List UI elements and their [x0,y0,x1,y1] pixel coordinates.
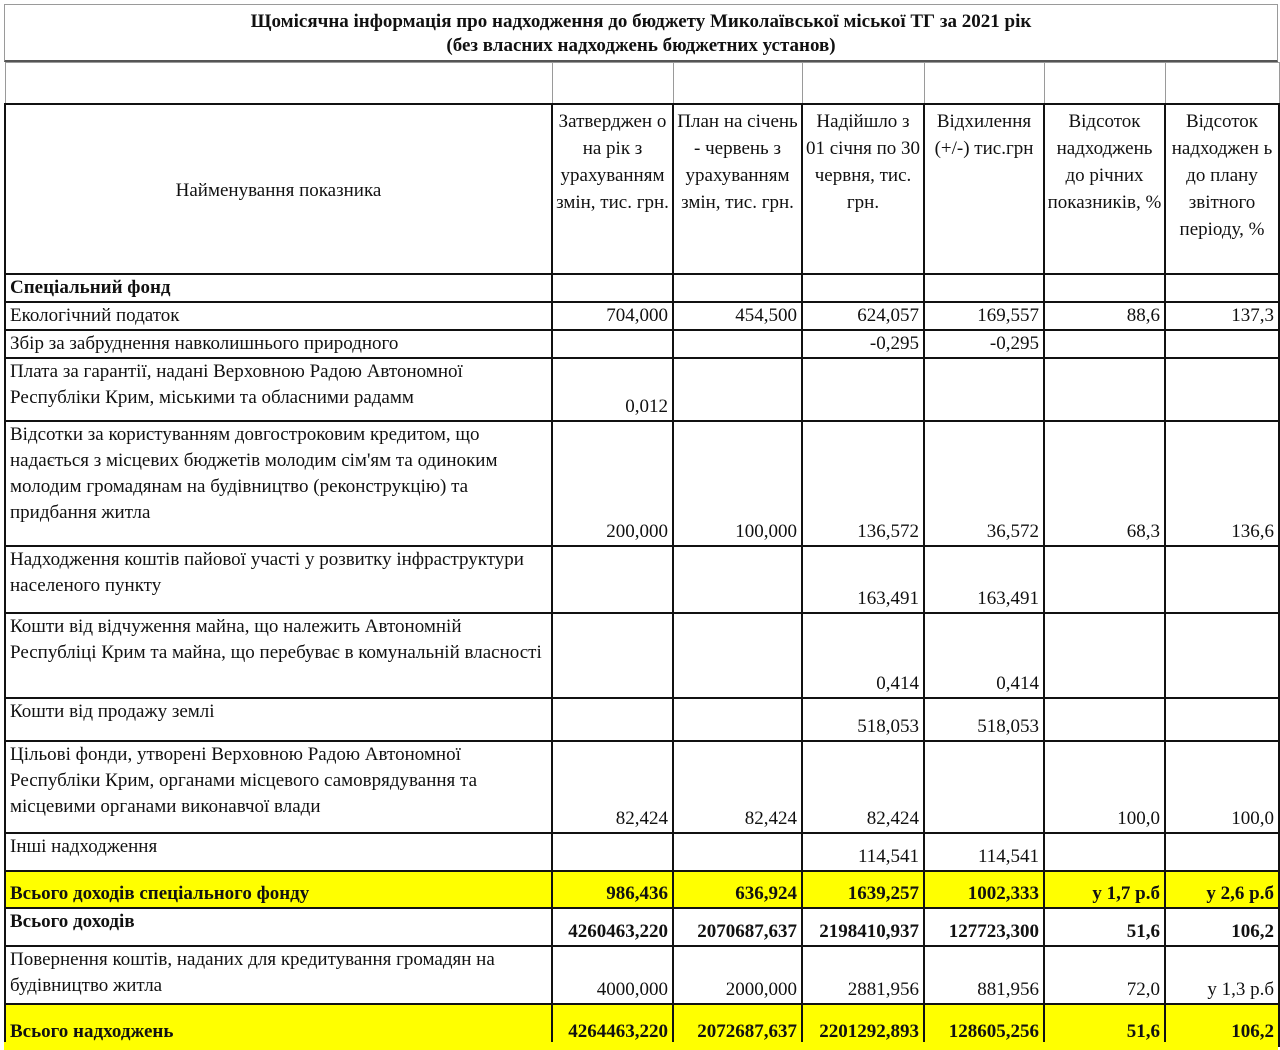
approved-value[interactable] [552,613,673,698]
blank-cell[interactable] [673,63,802,104]
approved-value[interactable] [552,833,673,871]
pct-annual-value[interactable]: 72,0 [1044,946,1165,1004]
pct-plan-value[interactable] [1165,546,1279,613]
approved-value[interactable]: 4000,000 [552,946,673,1004]
indicator-name[interactable]: Повернення коштів, наданих для кредитування громадян на будівництво житла [5,946,552,1004]
plan-value[interactable] [673,330,802,358]
received-value[interactable]: 0,414 [802,613,924,698]
pct-plan-value[interactable]: 136,6 [1165,421,1279,546]
pct-annual-value[interactable]: 51,6 [1044,908,1165,946]
blank-cell[interactable] [5,63,552,104]
plan-value[interactable]: 2000,000 [673,946,802,1004]
plan-value[interactable] [673,546,802,613]
pct-plan-value[interactable]: 100,0 [1165,741,1279,833]
approved-value[interactable] [552,698,673,741]
received-value[interactable]: 136,572 [802,421,924,546]
indicator-name[interactable]: Кошти від відчуження майна, що належить Автономній Республіці Крим та майна, що перебуває в комунальній власності [5,613,552,698]
pct-plan-value[interactable] [1165,613,1279,698]
plan-value[interactable] [673,833,802,871]
pct-plan-value[interactable] [1165,358,1279,421]
pct-plan-value[interactable]: 137,3 [1165,302,1279,330]
indicator-name[interactable]: Збір за забруднення навколишнього природного [5,330,552,358]
table-row [5,613,1279,698]
received-value[interactable] [802,358,924,421]
table-row [5,833,1279,871]
plan-value[interactable]: 82,424 [673,741,802,833]
pct-annual-value[interactable]: у 1,7 р.б [1044,871,1165,908]
indicator-name[interactable]: Відсотки за користуванням довгостроковим кредитом, що надається з місцевих бюджетів молодим сім'ям та одиноким молодим громадянам на будівництво (реконструкцію) та придбання житла [5,421,552,546]
plan-value[interactable] [673,613,802,698]
pct-annual-value[interactable] [1044,274,1165,302]
indicator-name[interactable]: Всього доходів спеціального фонду [5,871,552,908]
pct-plan-value[interactable] [1165,330,1279,358]
pct-annual-value[interactable] [1044,546,1165,613]
plan-value[interactable] [673,274,802,302]
pct-plan-value[interactable]: у 1,3 р.б [1165,946,1279,1004]
received-value[interactable]: 518,053 [802,698,924,741]
pct-plan-value[interactable]: у 2,6 р.б [1165,871,1279,908]
blank-cell[interactable] [1044,63,1165,104]
received-value[interactable] [802,274,924,302]
approved-value[interactable]: 0,012 [552,358,673,421]
header-pct-plan[interactable]: Відсоток надходжен ь до плану звітного періоду, % [1165,104,1279,274]
approved-value[interactable] [552,546,673,613]
pct-annual-value[interactable] [1044,833,1165,871]
deviation-value[interactable] [924,741,1044,833]
plan-value[interactable]: 100,000 [673,421,802,546]
budget-report-sheet [4,4,1278,1047]
pct-annual-value[interactable]: 51,6 [1044,1004,1165,1046]
approved-value[interactable]: 200,000 [552,421,673,546]
received-value[interactable]: -0,295 [802,330,924,358]
header-received[interactable]: Надійшло з 01 січня по 30 червня, тис. грн. [802,104,924,274]
table-row [5,1004,1279,1046]
deviation-value[interactable]: 881,956 [924,946,1044,1004]
pct-plan-value[interactable] [1165,274,1279,302]
deviation-value[interactable]: -0,295 [924,330,1044,358]
table-row [5,421,1279,546]
received-value[interactable]: 163,491 [802,546,924,613]
plan-value[interactable] [673,698,802,741]
deviation-value[interactable] [924,274,1044,302]
table-row [5,741,1279,833]
header-plan[interactable]: План на січень - червень з урахуванням змін, тис. грн. [673,104,802,274]
pct-annual-value[interactable]: 68,3 [1044,421,1165,546]
approved-value[interactable] [552,274,673,302]
pct-annual-value[interactable] [1044,698,1165,741]
table-row [5,302,1279,330]
table-row [5,946,1279,1004]
blank-cell[interactable] [802,63,924,104]
pct-plan-value[interactable]: 106,2 [1165,908,1279,946]
received-value[interactable]: 2201292,893 [802,1004,924,1046]
pct-annual-value[interactable] [1044,613,1165,698]
indicator-name[interactable]: Всього надходжень [5,1004,552,1046]
table-row [5,908,1279,946]
title-line-2: (без власних надходжень бюджетних установ) [446,35,836,56]
indicator-name[interactable]: Плата за гарантії, надані Верховною Радою Автономної Республіки Крим, міськими та обласними радамм [5,358,552,421]
deviation-value[interactable] [924,358,1044,421]
approved-value[interactable]: 82,424 [552,741,673,833]
header-row [5,104,1279,274]
indicator-name[interactable]: Інші надходження [5,833,552,871]
deviation-value[interactable]: 518,053 [924,698,1044,741]
blank-row [5,63,1279,104]
budget-table [4,62,1280,1047]
title-line-1: Щомісячна інформація про надходження до бюджету Миколаївської міської ТГ за 2021 рік [250,11,1032,32]
table-row [5,358,1279,421]
pct-annual-value[interactable] [1044,330,1165,358]
indicator-name[interactable]: Спеціальний фонд [5,274,552,302]
blank-cell[interactable] [552,63,673,104]
table-row [5,698,1279,741]
blank-cell[interactable] [1165,63,1279,104]
deviation-value[interactable]: 114,541 [924,833,1044,871]
approved-value[interactable]: 4260463,220 [552,908,673,946]
header-pct-annual[interactable]: Відсоток надходжень до річних показників, % [1044,104,1165,274]
report-title [4,4,1278,62]
table-row [5,330,1279,358]
deviation-value[interactable]: 1002,333 [924,871,1044,908]
deviation-value[interactable]: 127723,300 [924,908,1044,946]
header-deviation[interactable]: Відхилення (+/-) тис.грн [924,104,1044,274]
received-value[interactable]: 82,424 [802,741,924,833]
pct-plan-value[interactable] [1165,833,1279,871]
header-name[interactable]: Найменування показника [5,104,552,274]
indicator-name[interactable]: Кошти від продажу землі [5,698,552,741]
indicator-name[interactable]: Всього доходів [5,908,552,946]
received-value[interactable]: 114,541 [802,833,924,871]
table-row [5,546,1279,613]
indicator-name[interactable]: Екологічний податок [5,302,552,330]
deviation-value[interactable]: 36,572 [924,421,1044,546]
header-approved[interactable]: Затверджен о на рік з урахуванням змін, тис. грн. [552,104,673,274]
blank-cell[interactable] [924,63,1044,104]
approved-value[interactable]: 4264463,220 [552,1004,673,1046]
plan-value[interactable]: 2070687,637 [673,908,802,946]
plan-value[interactable]: 2072687,637 [673,1004,802,1046]
plan-value[interactable]: 454,500 [673,302,802,330]
next-row-partial [4,1042,1278,1050]
plan-value[interactable] [673,358,802,421]
indicator-name[interactable]: Надходження коштів пайової участі у розвитку інфраструктури населеного пункту [5,546,552,613]
pct-annual-value[interactable] [1044,358,1165,421]
pct-plan-value[interactable]: 106,2 [1165,1004,1279,1046]
deviation-value[interactable]: 0,414 [924,613,1044,698]
approved-value[interactable] [552,330,673,358]
pct-annual-value[interactable]: 100,0 [1044,741,1165,833]
table-row [5,871,1279,908]
received-value[interactable]: 2198410,937 [802,908,924,946]
received-value[interactable]: 2881,956 [802,946,924,1004]
pct-plan-value[interactable] [1165,698,1279,741]
approved-value[interactable]: 704,000 [552,302,673,330]
deviation-value[interactable]: 163,491 [924,546,1044,613]
deviation-value[interactable]: 169,557 [924,302,1044,330]
indicator-name[interactable]: Цільові фонди, утворені Верховною Радою Автономної Республіки Крим, органами місцевого самоврядування та місцевими органами виконавчої влади [5,741,552,833]
received-value[interactable]: 1639,257 [802,871,924,908]
received-value[interactable]: 624,057 [802,302,924,330]
table-row [5,274,1279,302]
plan-value[interactable]: 636,924 [673,871,802,908]
approved-value[interactable]: 986,436 [552,871,673,908]
pct-annual-value[interactable]: 88,6 [1044,302,1165,330]
deviation-value[interactable]: 128605,256 [924,1004,1044,1046]
